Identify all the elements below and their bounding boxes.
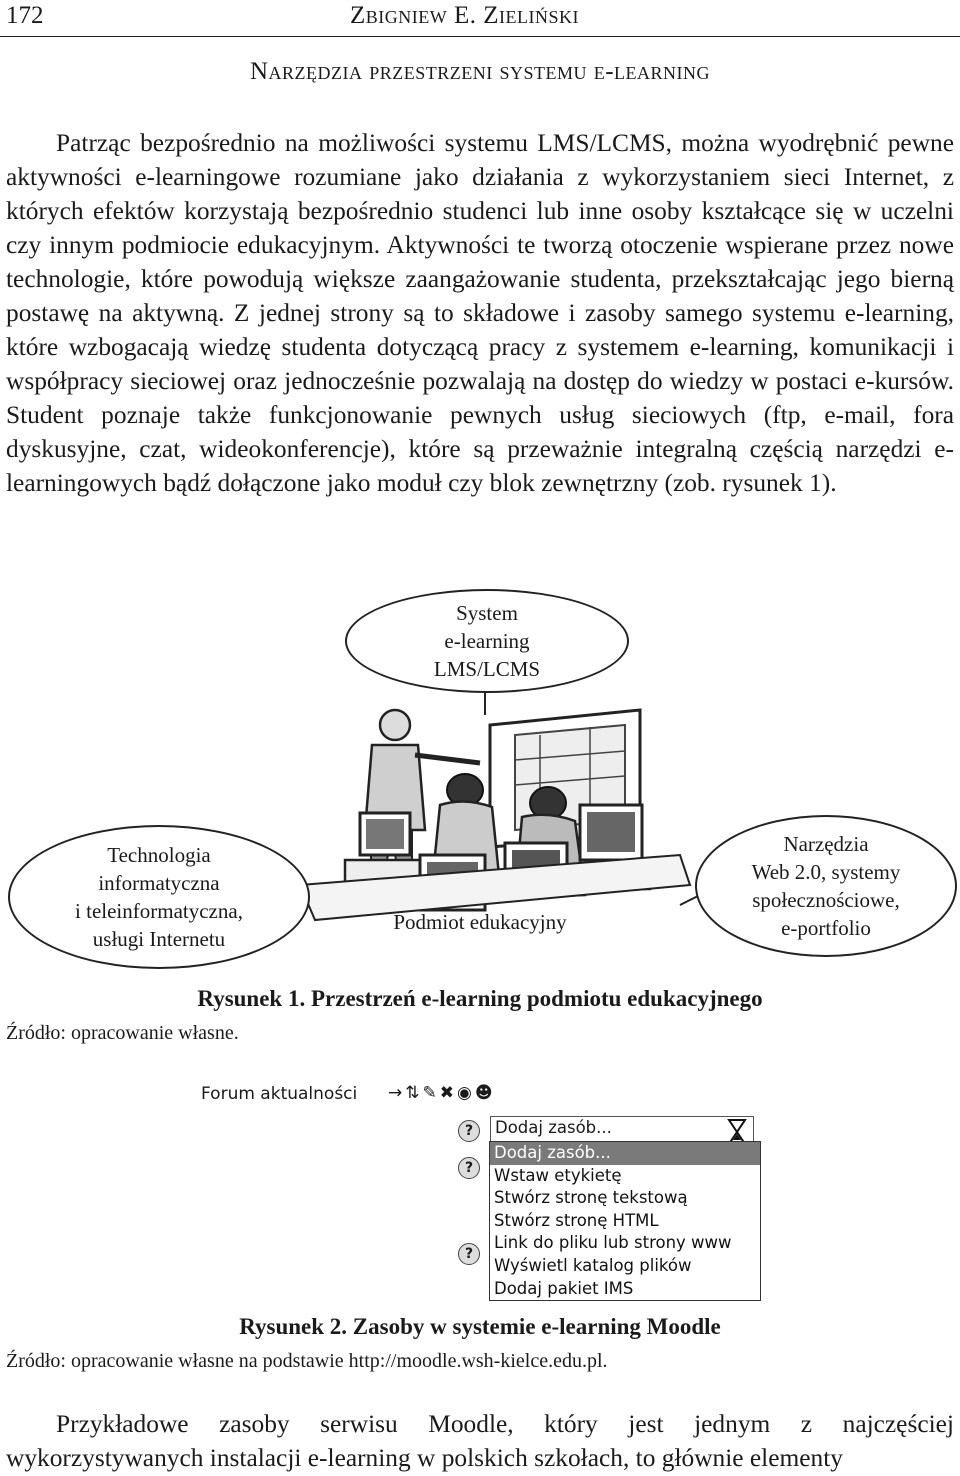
add-resource-select[interactable] bbox=[490, 1116, 754, 1142]
resource-dropdown-list bbox=[489, 1141, 761, 1301]
menu-item-link-file[interactable]: Link do pliku lub strony www bbox=[494, 1233, 732, 1253]
groups-icon[interactable]: ☻ bbox=[474, 1083, 496, 1103]
select-value: Dodaj zasób... bbox=[495, 1118, 612, 1137]
menu-item-insert-label[interactable]: Wstaw etykietę bbox=[494, 1165, 622, 1185]
edit-icons-toolbar bbox=[388, 1083, 496, 1103]
bubble-technology: Technologia informatyczna i teleinformatyczna, usługi Internetu bbox=[8, 825, 310, 969]
menu-item-display-directory[interactable]: Wyświetl katalog plików bbox=[494, 1255, 692, 1275]
section-title: Narzędzia przestrzeni systemu e-learning bbox=[249, 58, 711, 85]
page-number: 172 bbox=[6, 2, 44, 29]
running-head bbox=[0, 2, 960, 37]
figure-1-caption: Rysunek 1. Przestrzeń e-learning podmiotu edukacyjnego bbox=[197, 986, 763, 1011]
edit-icon[interactable]: ✎ bbox=[422, 1083, 440, 1103]
figure-2-source: Źródło: opracowanie własne na podstawie http://moodle.wsh-kielce.edu.pl. bbox=[6, 1350, 608, 1372]
bubble-web20-tools: Narzędzia Web 2.0, systemy społecznościowe, e-portfolio bbox=[695, 815, 957, 957]
running-head-author: Zbigniew E. Zieliński bbox=[350, 2, 580, 29]
move-icon[interactable]: ⇅ bbox=[405, 1083, 423, 1103]
center-label-educational-entity: Podmiot edukacyjny bbox=[393, 910, 567, 934]
figure-1 bbox=[0, 585, 960, 985]
paragraph-text: Patrząc bezpośrednio na możliwości systemu LMS/LCMS, można wyodrębnić pewne aktywności e-learningowe rozumiane jako działania z wykorzystaniem sieci Internet, z których efektów korzystają bezpośrednio studenci lub inne osoby kształcące się w uczelni czy innym podmiocie edukacyjnym. Aktywności te tworzą otoczenie wspierane przez nowe technologie, które powodują większe zaangażowanie studenta, przekształcając jego bierną postawę na aktywną. Z jednej strony są to składowe i zasoby samego systemu e-learning, które wzbogacają wiedzę studenta dotyczącą pracy z systemem e-learning, komunikacji i współpracy sieciowej oraz jednocześnie pozwalają na dostęp do wiedzy w postaci e-kursów. Student poznaje także funkcjonowanie pewnych usług sieciowych (ftp, e-mail, fora dyskusyjne, czat, wideokonferencje), które są przeważnie integralną częścią narzędzi e-learningowych bądź dołączone jako moduł czy blok zewnętrzny (zob. rysunek 1). bbox=[6, 129, 954, 497]
help-icon[interactable]: ? bbox=[458, 1120, 480, 1142]
menu-item-text-page[interactable]: Stwórz stronę tekstową bbox=[494, 1188, 688, 1208]
body-paragraph-2 bbox=[6, 1407, 954, 1475]
body-paragraph-1 bbox=[6, 126, 954, 500]
help-icon[interactable]: ? bbox=[458, 1157, 480, 1179]
menu-item-add-resource[interactable]: Dodaj zasób... bbox=[490, 1142, 760, 1165]
paragraph-text: Przykładowe zasoby serwisu Moodle, który jest jednym z najczęściej wykorzystywanych instalacji e-learning w polskich szkołach, to głównie elementy bbox=[6, 1410, 954, 1472]
figure-1-source: Źródło: opracowanie własne. bbox=[6, 1022, 239, 1044]
menu-item-ims-package[interactable]: Dodaj pakiet IMS bbox=[494, 1278, 634, 1298]
help-icon[interactable]: ? bbox=[458, 1243, 480, 1265]
delete-icon[interactable]: ✖ bbox=[439, 1083, 457, 1103]
figure-2-moodle-screenshot bbox=[195, 1080, 775, 1305]
move-right-icon[interactable]: → bbox=[388, 1083, 406, 1103]
bubble-system-elearning: System e-learning LMS/LCMS bbox=[345, 589, 629, 693]
forum-news-link[interactable]: Forum aktualności bbox=[201, 1084, 358, 1104]
menu-item-html-page[interactable]: Stwórz stronę HTML bbox=[494, 1210, 659, 1230]
figure-2-caption: Rysunek 2. Zasoby w systemie e-learning Moodle bbox=[239, 1314, 721, 1339]
hide-eye-icon[interactable]: ◉ bbox=[457, 1083, 475, 1103]
